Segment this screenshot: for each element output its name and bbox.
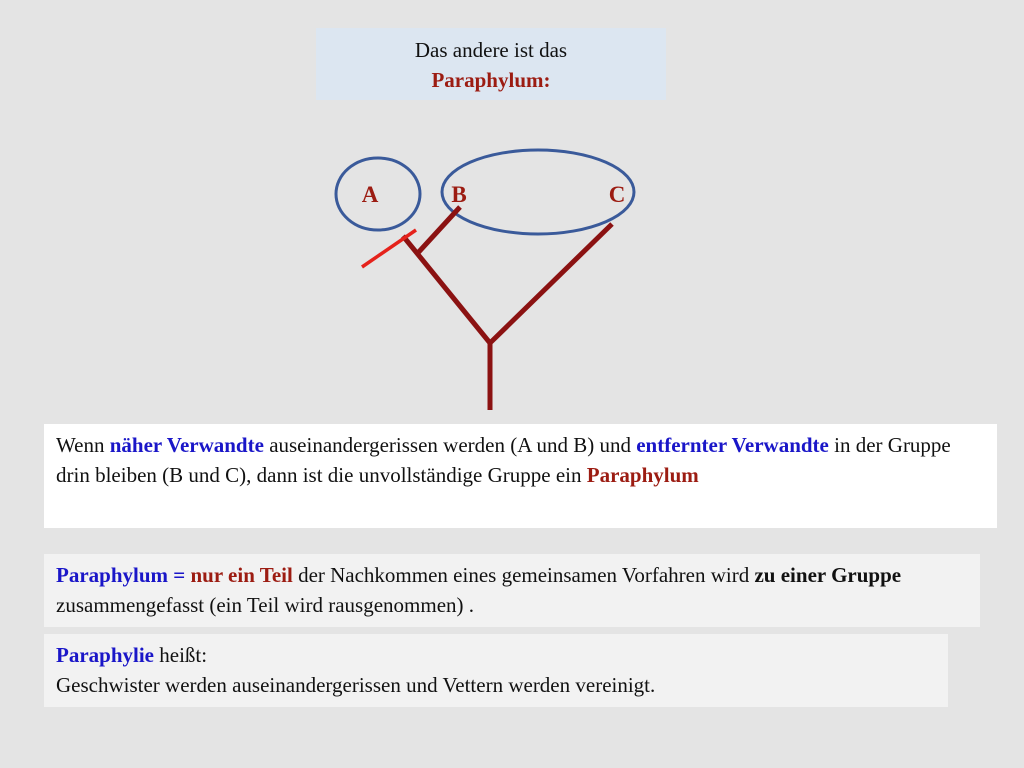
box2-only-part: nur ein Teil xyxy=(190,563,293,587)
paraphylum-box xyxy=(44,554,980,627)
box2-to-group: zu einer Gruppe xyxy=(754,563,902,587)
title-line-1: Das andere ist das xyxy=(414,38,568,62)
box3-line-1 xyxy=(56,640,936,670)
title-line-2: Paraphylum: xyxy=(431,68,551,92)
label-a: A xyxy=(361,182,379,207)
paraphylie-box xyxy=(44,634,948,707)
box1-closer-relatives: näher Verwandte xyxy=(109,433,264,457)
box3-means: heißt: xyxy=(154,643,208,667)
box1-text-2: auseinandergerissen werden (A und B) und xyxy=(263,433,637,457)
box3-line-2: Geschwister werden auseinandergerissen und Vettern werden vereinigt. xyxy=(56,673,656,697)
branch-right xyxy=(490,224,612,343)
box1-text-1: Wenn xyxy=(56,433,110,457)
definition-box xyxy=(44,424,997,528)
label-b: B xyxy=(451,182,467,207)
box2-equals: = xyxy=(168,563,191,587)
cut-mark xyxy=(362,230,416,267)
box2-term: Paraphylum xyxy=(56,563,169,587)
box3-term: Paraphylie xyxy=(56,643,154,667)
label-c: C xyxy=(608,182,626,207)
box1-distant-relatives: entfernter Verwandte xyxy=(636,433,829,457)
box1-text-3: in der Gruppe drin bleiben (B und C), dann ist die unvollständige Gruppe ein xyxy=(56,433,951,487)
box2-text-2: zusammengefasst (ein Teil wird rausgenommen) . xyxy=(56,593,475,617)
branch-b xyxy=(416,207,460,255)
ellipse-bc xyxy=(442,150,634,234)
box1-paraphylum: Paraphylum xyxy=(586,463,699,487)
box2-text-1: der Nachkommen eines gemeinsamen Vorfahren wird xyxy=(292,563,755,587)
